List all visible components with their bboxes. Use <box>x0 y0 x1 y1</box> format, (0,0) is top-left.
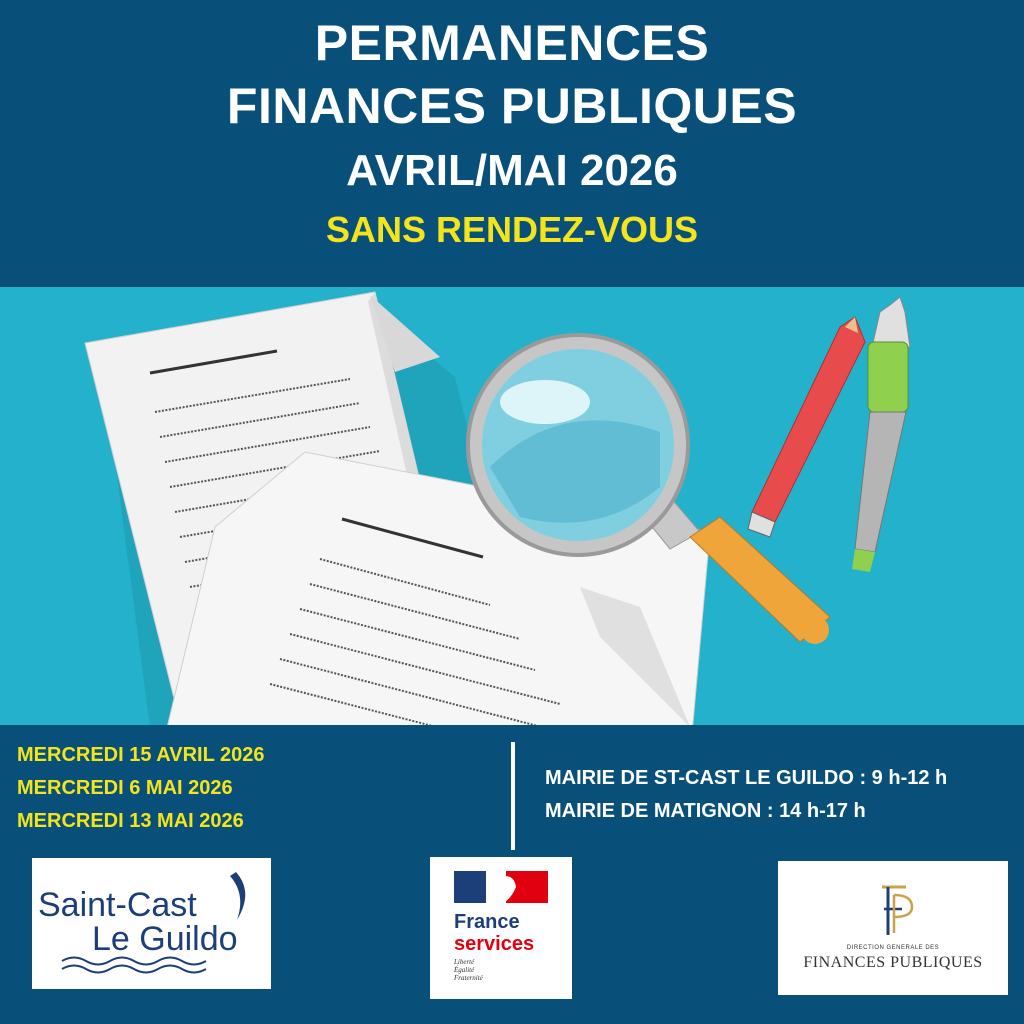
no-appointment-subtitle: SANS RENDEZ-VOUS <box>325 209 699 250</box>
france-services-title-line1: France <box>454 911 520 933</box>
date-item-3: MERCREDI 13 MAI 2026 <box>17 810 244 832</box>
dgfip-logo-big-text: FINANCES PUBLIQUES <box>803 954 983 971</box>
republic-motto <box>454 958 483 982</box>
france-services-title-line2: services <box>454 933 535 955</box>
motto-fraternite: Fraternité <box>454 974 483 982</box>
france-services-logo <box>430 857 572 999</box>
title-line-2: FINANCES PUBLIQUES <box>226 78 798 134</box>
venue-item-2: MAIRIE DE MATIGNON : 14 h-17 h <box>545 800 866 822</box>
marianne-flag-icon <box>430 857 572 909</box>
motto-egalite: Égalité <box>454 966 475 974</box>
saint-cast-logo-line1: Saint-Cast <box>38 886 197 924</box>
dates-list <box>17 739 265 838</box>
period-heading: AVRIL/MAI 2026 <box>346 146 678 195</box>
header-banner <box>0 0 1024 287</box>
saint-cast-le-guildo-logo <box>32 858 271 989</box>
venue-item-1: MAIRIE DE ST-CAST LE GUILDO : 9 h-12 h <box>545 767 948 789</box>
date-item-2: MERCREDI 6 MAI 2026 <box>17 777 233 799</box>
documents-illustration <box>0 287 1024 725</box>
dgfip-logo <box>778 861 1008 995</box>
saint-cast-logo-line2: Le Guildo <box>92 920 238 958</box>
motto-liberte: Liberté <box>454 958 475 966</box>
vertical-divider <box>511 742 515 850</box>
date-item-1: MERCREDI 15 AVRIL 2026 <box>17 744 265 766</box>
dgfip-monogram-icon <box>778 861 1008 941</box>
venues-list <box>545 762 947 828</box>
dgfip-logo-small-text: DIRECTION GENERALE DES <box>846 945 940 951</box>
documents-magnifier-image <box>0 287 1024 725</box>
title-line-1: PERMANENCES <box>314 15 710 71</box>
